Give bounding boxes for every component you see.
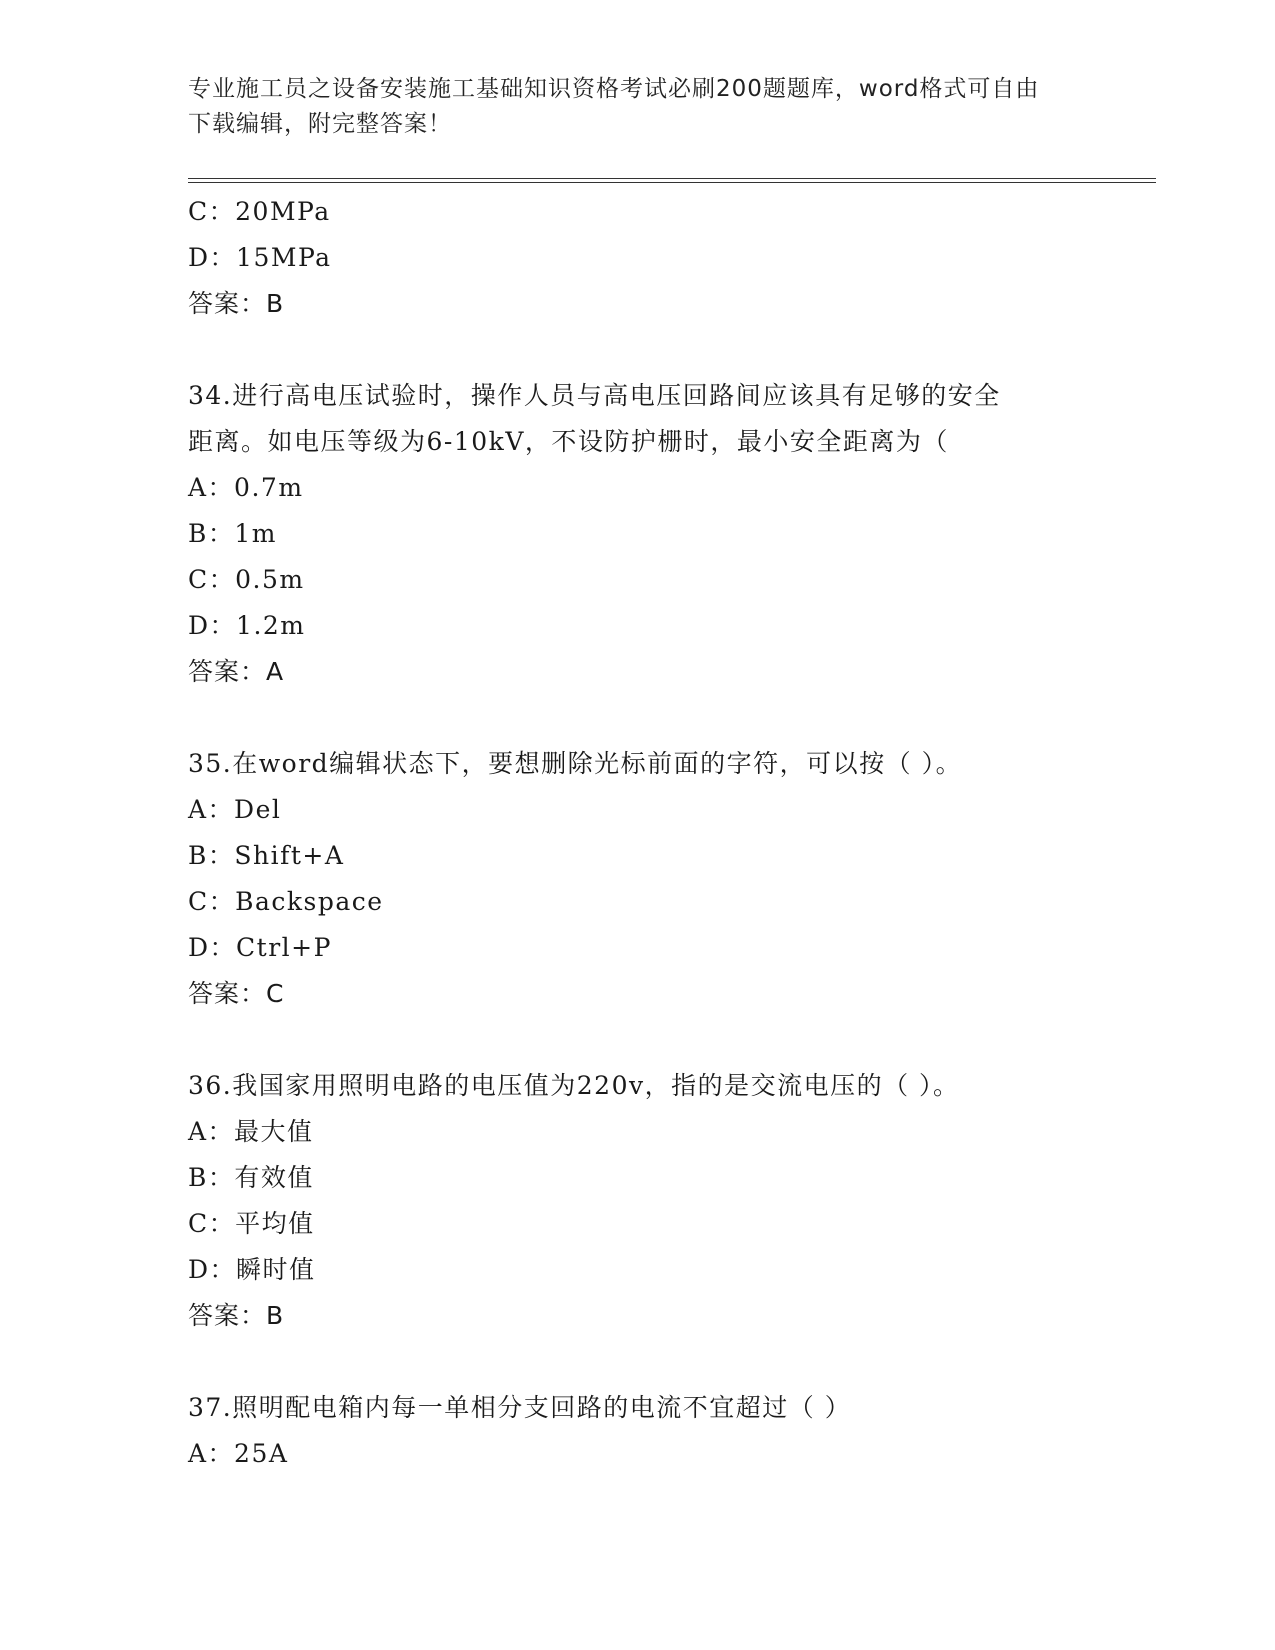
option-c: C：Backspace <box>188 887 384 916</box>
option-b: B：1m <box>188 519 277 548</box>
option-b: B：有效值 <box>188 1163 314 1192</box>
answer-line: 答案：C <box>188 979 285 1008</box>
option-a: A：最大值 <box>188 1117 314 1146</box>
spacer <box>188 327 1156 373</box>
answer-line: 答案：A <box>188 657 285 686</box>
spacer <box>188 695 1156 741</box>
spacer <box>188 1339 1156 1385</box>
question-stem: 36.我国家用照明电路的电压值为220v，指的是交流电压的（ ）。 <box>188 1071 960 1100</box>
question-stem-continued: 距离。如电压等级为6-10kV，不设防护栅时，最小安全距离为（ <box>188 427 949 456</box>
question-stem: 37.照明配电箱内每一单相分支回路的电流不宜超过（ ） <box>188 1393 852 1422</box>
option-a: A：Del <box>188 795 282 824</box>
question-36 <box>188 1063 1156 1339</box>
option-d: D：15MPa <box>188 243 332 272</box>
question-37 <box>188 1385 1156 1477</box>
option-b: B：Shift+A <box>188 841 345 870</box>
option-a: A：0.7m <box>188 473 304 502</box>
document-header <box>188 72 1088 142</box>
question-34 <box>188 373 1156 695</box>
option-c: C：平均值 <box>188 1209 315 1238</box>
header-double-rule <box>188 178 1156 183</box>
header-line-2: 下载编辑，附完整答案！ <box>188 111 452 137</box>
option-d: D：1.2m <box>188 611 306 640</box>
header-line-1: 专业施工员之设备安装施工基础知识资格考试必刷200题题库，word格式可自由 <box>188 76 1040 102</box>
spacer <box>188 1017 1156 1063</box>
question-content <box>188 189 1156 1477</box>
question-35 <box>188 741 1156 1017</box>
question-stem: 34.进行高电压试验时，操作人员与高电压回路间应该具有足够的安全 <box>188 381 1001 410</box>
question-stem: 35.在word编辑状态下，要想删除光标前面的字符，可以按（ ）。 <box>188 749 963 778</box>
answer-line: 答案：B <box>188 289 285 318</box>
option-c: C：20MPa <box>188 197 331 226</box>
option-d: D：Ctrl+P <box>188 933 332 962</box>
option-c: C：0.5m <box>188 565 305 594</box>
option-d: D：瞬时值 <box>188 1255 316 1284</box>
question-33-tail <box>188 189 1156 327</box>
option-a: A：25A <box>188 1439 289 1468</box>
answer-line: 答案：B <box>188 1301 285 1330</box>
